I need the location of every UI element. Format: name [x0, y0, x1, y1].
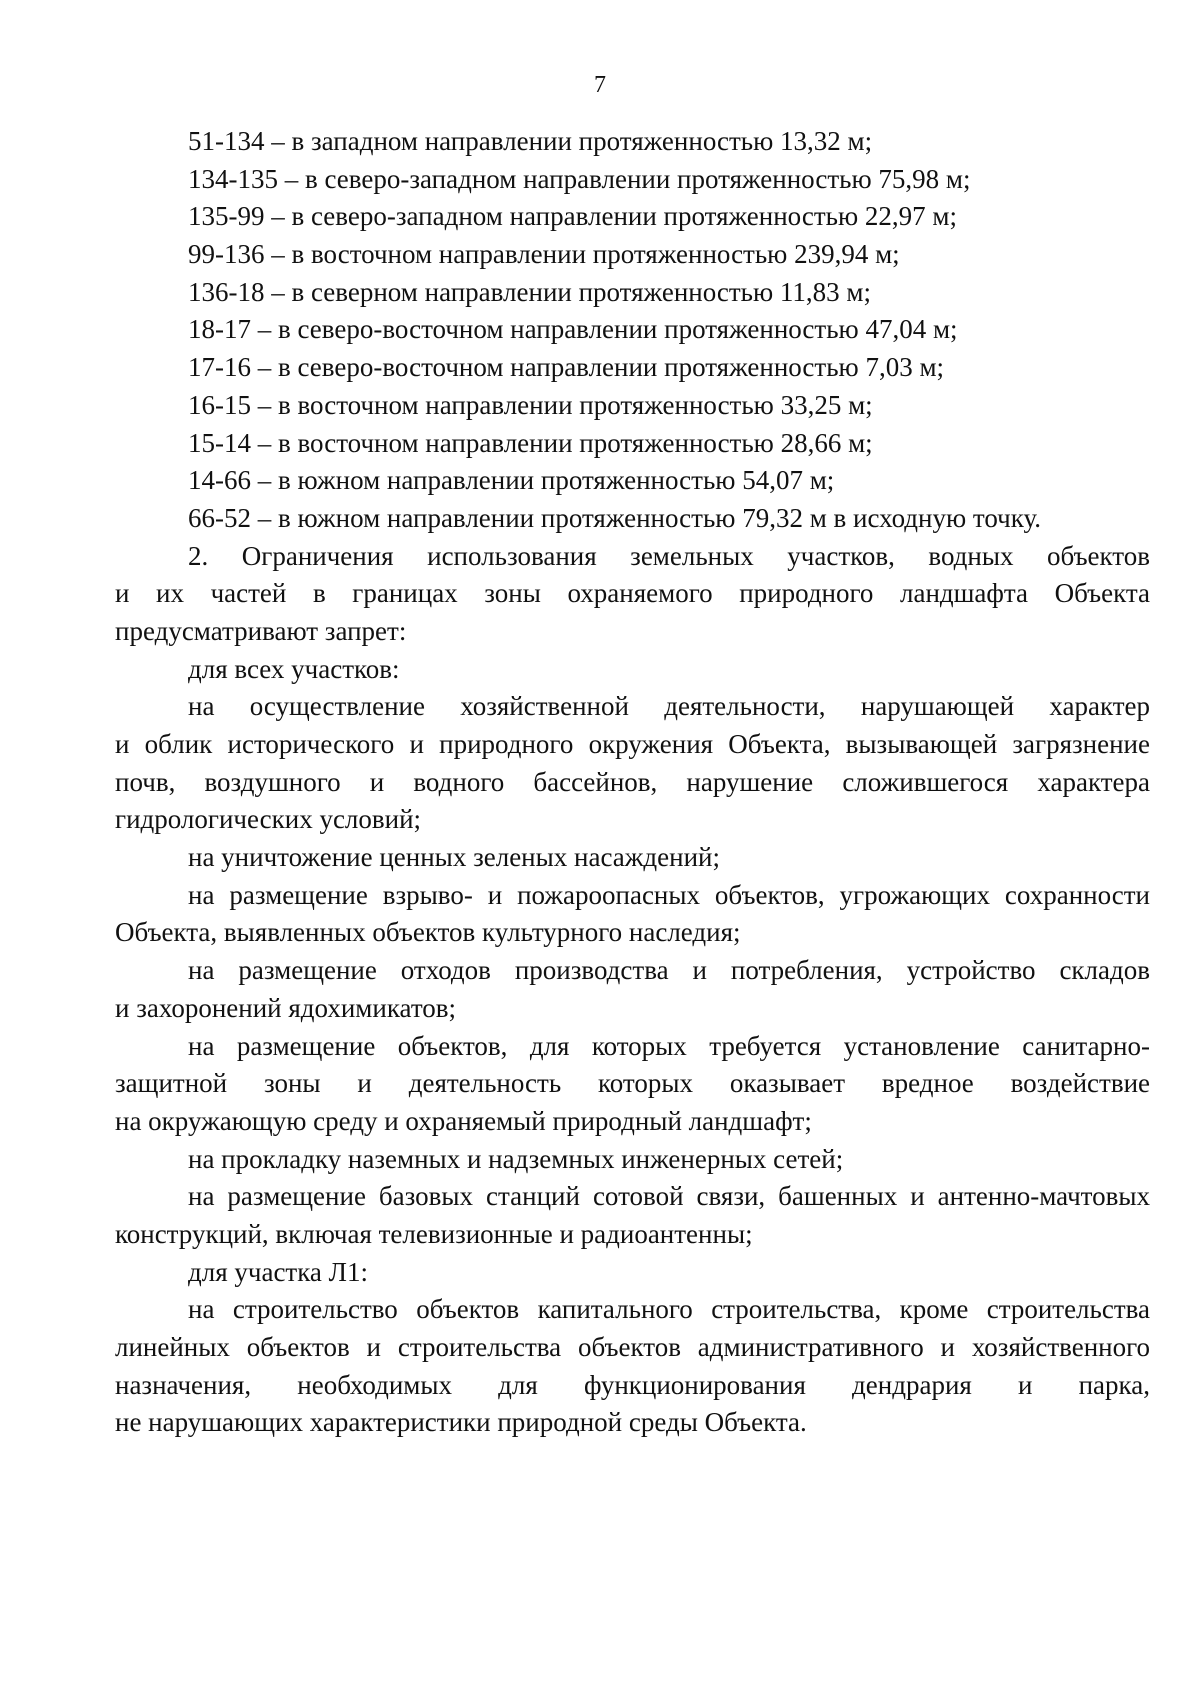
text-line: гидрологических условий;: [115, 804, 422, 835]
text-line: почв, воздушного и водного бассейнов, нарушение сложившегося характера: [115, 766, 1150, 797]
text-line: 18-17 – в северо-восточном направлении протяженностью 47,04 м;: [188, 314, 958, 345]
text-line: на окружающую среду и охраняемый природный ландшафт;: [115, 1105, 812, 1136]
text-line: и облик исторического и природного окружения Объекта, вызывающей загрязнение: [115, 729, 1150, 759]
text-line: 16-15 – в восточном направлении протяженностью 33,25 м;: [188, 389, 873, 420]
text-line: 14-66 – в южном направлении протяженностью 54,07 м;: [188, 465, 835, 496]
text-line: на размещение объектов, для которых требуется установление санитарно-: [188, 1030, 1150, 1061]
text-line: 134-135 – в северо-западном направлении протяженностью 75,98 м;: [188, 163, 971, 194]
text-line: 2. Ограничения использования земельных участков, водных объектов: [188, 540, 1150, 571]
text-line: 66-52 – в южном направлении протяженностью 79,32 м в исходную точку.: [188, 502, 1042, 533]
text-line: на уничтожение ценных зеленых насаждений;: [188, 842, 720, 873]
text-line: на размещение базовых станций сотовой связи, башенных и антенно-мачтовых: [188, 1181, 1150, 1212]
page-number: 7: [594, 72, 606, 98]
text-line: не нарушающих характеристики природной среды Объекта.: [115, 1407, 807, 1438]
text-line: для участка Л1:: [188, 1256, 368, 1287]
text-line: 99-136 – в восточном направлении протяженностью 239,94 м;: [188, 239, 900, 270]
text-line: Объекта, выявленных объектов культурного наследия;: [115, 917, 741, 948]
text-line: линейных объектов и строительства объектов административного и хозяйственного: [115, 1332, 1150, 1362]
text-line: на размещение взрыво- и пожароопасных объектов, угрожающих сохранности: [188, 879, 1150, 910]
text-line: и их частей в границах зоны охраняемого природного ландшафта Объекта: [115, 578, 1150, 609]
text-line: 15-14 – в восточном направлении протяженностью 28,66 м;: [188, 427, 873, 458]
text-line: 51-134 – в западном направлении протяженностью 13,32 м;: [188, 126, 873, 156]
text-line: назначения, необходимых для функционирования дендрария и парка,: [115, 1369, 1150, 1400]
text-line: и захоронений ядохимикатов;: [115, 992, 457, 1023]
text-line: на строительство объектов капитального строительства, кроме строительства: [188, 1294, 1150, 1325]
text-line: на размещение отходов производства и потребления, устройство складов: [188, 955, 1150, 986]
text-line: 17-16 – в северо-восточном направлении протяженностью 7,03 м;: [188, 352, 945, 383]
text-line: предусматривают запрет:: [115, 615, 407, 646]
text-line: на прокладку наземных и надземных инженерных сетей;: [188, 1143, 844, 1174]
text-line: 136-18 – в северном направлении протяженностью 11,83 м;: [188, 276, 872, 307]
text-line: на осуществление хозяйственной деятельности, нарушающей характер: [188, 691, 1150, 722]
text-line: для всех участков:: [188, 653, 400, 684]
text-line: конструкций, включая телевизионные и радиоантенны;: [115, 1218, 753, 1249]
text-line: 135-99 – в северо-западном направлении протяженностью 22,97 м;: [188, 201, 957, 232]
text-line: защитной зоны и деятельность которых оказывает вредное воздействие: [115, 1068, 1150, 1099]
document-body: [115, 123, 1150, 1442]
